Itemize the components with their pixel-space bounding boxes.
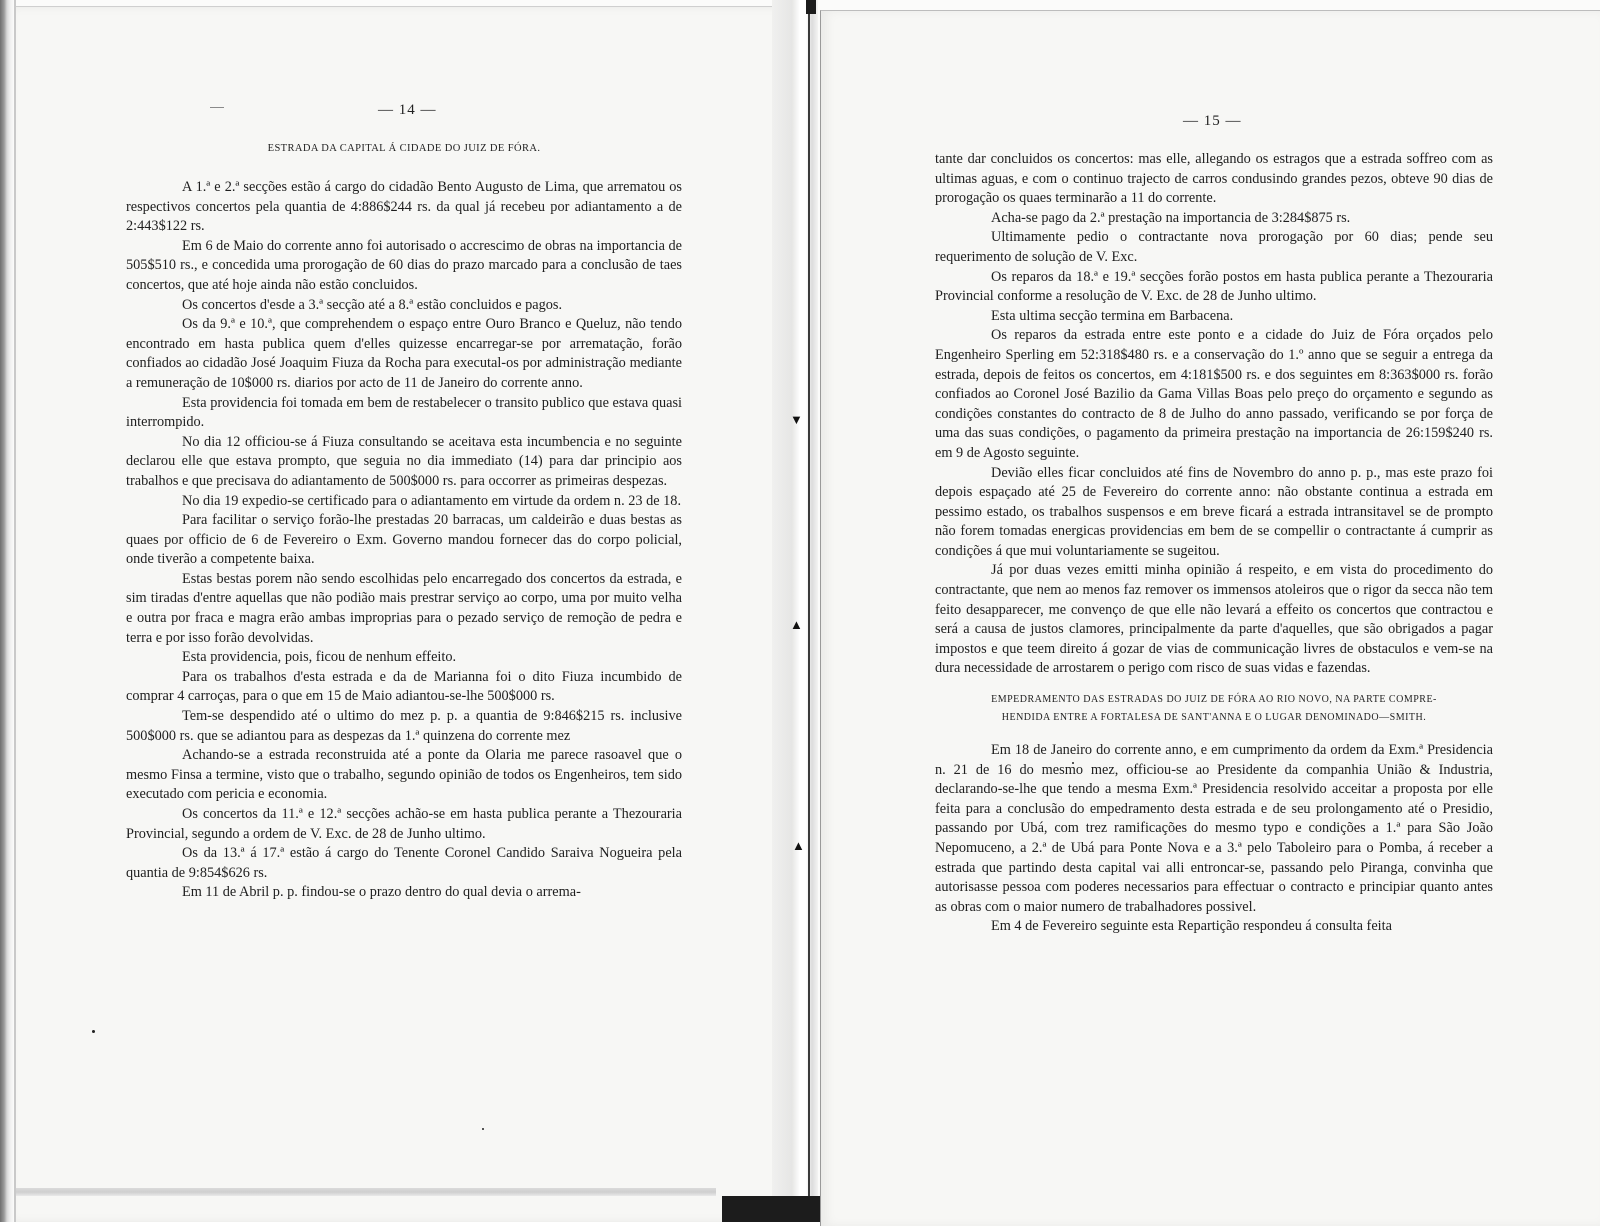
paragraph: Em 11 de Abril p. p. findou-se o prazo dentro do qual devia o arrema-	[182, 884, 581, 901]
page-bottom-edge	[16, 1188, 716, 1196]
paragraph: Tem-se despendido até o ultimo do mez p. p. a quantia de 9:846$215 rs. inclusive 500$000 rs. que se adiantou para as despezas da 1.ª quinzena do corrente mez	[126, 708, 682, 744]
paragraph: Já por duas vezes emitti minha opinião á respeito, e em vista do procedimento do contractante, que nem ao menos faz remover os immensos atoleiros que o rigor da secca não tem feito desapparecer, me convenço de que elle não levará a effeito os concertos que contractou e será a causa de justos clamores, principalmente da parte d'aquelles, que são obrigados a pagar impostos e que teem direito á gozar de vias de communicação livres de obstaculos e vem-se na dura necessidade de arrostarem o perigo com risco de suas vidas e fazendas.	[935, 562, 1493, 677]
paragraph: A 1.ª e 2.ª secções estão á cargo do cidadão Bento Augusto de Lima, que arrematou os respectivos concertos pela quantia de 4:886$244 rs. da qual já recebeu por adiantamento a de 2:443$122 rs.	[126, 179, 682, 235]
paragraph: Devião elles ficar concluidos até fins de Novembro do anno p. p., mas este prazo foi depois espaçado até 25 de Fevereiro do corrente anno: não obstante continua a estrada em pessimo estado, os trabalhos suspensos e em breve ficará a estrada intransitavel se de prompto não forem tomadas energicas providencias em bem de se compellir o contractante á cumprir as condições á que mui voluntariamente se sugeitou.	[935, 464, 1493, 559]
paragraph: Acha-se pago da 2.ª prestação na importancia de 3:284$875 rs.	[991, 209, 1351, 226]
paragraph: Achando-se a estrada reconstruida até a ponte da Olaria me parece rasoavel que o mesmo Finsa a termine, visto que o trabalho, segundo opinião de todos os Engenheiros, tem sido executado com pericia e economia.	[126, 747, 682, 803]
binding-mark: ▲	[792, 838, 805, 853]
paragraph: No dia 12 officiou-se á Fiuza consultando se aceitava esta incumbencia e no seguinte declarou elle que estava prompto, que seguia no dia immediato (14) para dar principio aos trabalhos e que precisava do adiantamento de 500$000 rs. para occorrer as primeiras despezas.	[126, 433, 682, 489]
paragraph-continued: tante dar concluidos os concertos: mas elle, allegando os estragos que a estrada soffreo com as ultimas aguas, e com o continuo trajecto de carros condusindo grandes pezos, obteve 90 dias de prorogação os quaes terminarão a 11 do corrente.	[935, 151, 1493, 207]
spine-shadow-bottom	[722, 1196, 820, 1222]
paragraph: Os concertos da 11.ª e 12.ª secções achão-se em hasta publica perante a Thezouraria Provincial, segundo a ordem de V. Exc. de 28 de Junho ultimo.	[126, 806, 682, 842]
page-number-left: — 14 —	[378, 102, 437, 118]
margin-mark	[210, 107, 224, 108]
paragraph: Estas bestas porem não sendo escolhidas pelo encarregado dos concertos da estrada, e sim tiradas d'entre aquellas que não podião mais prestrar serviço ao corpo, uma por muito velha e outra por fraca e magra erão ambas improprias para o pezado serviço de remoção de pedra e terra e por isso forão devolvidas.	[126, 570, 682, 646]
ink-speck	[92, 1030, 95, 1033]
spine-shadow-top	[806, 0, 816, 14]
binding-mark: ▼	[790, 412, 803, 427]
paragraph: Em 18 de Janeiro do corrente anno, e em cumprimento da ordem da Exm.ª Presidencia n. 21 de 16 do mesmo mez, officiou-se ao Presidente da companhia União & Industria, declarando-se-lhe que tendo a mesma Exm.ª Presidencia resolvido acceitar a proposta por elle feita para a conclusão do empedramento desta estrada e de seu prolongamento até o Presidio, passando por Ubá, com trez ramificações do mesmo typo e condições a 1.ª para São João Nepomuceno, a 2.ª de Ubá para Ponte Nova e a 3.ª pelo Taboleiro para o Pomba, á receber a estrada que partindo desta capital vai alli entroncar-se, passando pelo Piranga, convinha que autorisasse pessoa com poderes necessarios para effectuar o contracto e principiar quanto antes as obras com o maior numero de trabalhadores possivel.	[935, 742, 1493, 915]
paragraph: Os da 13.ª á 17.ª estão á cargo do Tenente Coronel Candido Saraiva Nogueira pela quantia de 9:854$626 rs.	[126, 845, 682, 881]
paragraph: Para os trabalhos d'esta estrada e da de Marianna foi o dito Fiuza incumbido de comprar 4 carroças, para o que em 15 de Maio adiantou-se-lhe 500$000 rs.	[126, 668, 682, 705]
paragraph: Os concertos d'esde a 3.ª secção até a 8.ª estão concluidos e pagos.	[182, 296, 563, 313]
paragraph: Em 4 de Fevereiro seguinte esta Repartição respondeu á consulta feita	[991, 918, 1392, 935]
right-page-body	[935, 150, 1493, 937]
left-page-body	[126, 178, 682, 903]
section-heading-right	[935, 691, 1493, 727]
section-heading-left: ESTRADA DA CAPITAL Á CIDADE DO JUIZ DE FÓRA.	[267, 143, 541, 154]
section-heading-line: EMPEDRAMENTO DAS ESTRADAS DO JUIZ DE FÓRA AO RIO NOVO, NA PARTE COMPRE-	[991, 694, 1437, 706]
paragraph: Ultimamente pedio o contractante nova prorogação por 60 dias; pende seu requerimento de solução de V. Exc.	[935, 229, 1493, 265]
binding-mark: ▲	[790, 617, 803, 632]
paragraph: Para facilitar o serviço forão-lhe prestadas 20 barracas, um caldeirão e duas bestas as quaes por officio de 6 de Fevereiro o Exm. Governo mandou fornecer das do corpo policial, onde tiverão a competente baixa.	[126, 512, 682, 568]
ink-speck	[482, 1128, 484, 1130]
paragraph: Esta providencia foi tomada em bem de restabelecer o transito publico que estava quasi interrompido.	[126, 394, 682, 431]
spine-gutter-line	[808, 14, 810, 1196]
paragraph: Os reparos da estrada entre este ponto e a cidade do Juiz de Fóra orçados pelo Engenheiro Sperling em 52:318$480 rs. e a conservação do 1.º anno que se seguir a entrega da estrada, depois de feitos os concertos, em 4:181$500 rs. e dos seguintes em 8:363$000 rs. forão confiados ao Coronel José Bazilio da Gama Villas Boas pelo preço do orçamento e segundo as condições constantes do contracto de 8 de Julho do anno passado, verificando se por força de uma das suas condições, o pagamento da primeira prestação na importancia de 26:159$240 rs. em 9 de Agosto seguinte.	[935, 327, 1493, 461]
paragraph: Esta providencia, pois, ficou de nenhum effeito.	[182, 649, 457, 666]
paragraph: Em 6 de Maio do corrente anno foi autorisado o accrescimo de obras na importancia de 505$510 rs., e concedida uma prorogação de 60 dias do prazo marcado para a conclusão de taes concertos, que até hoje ainda não estão concluidos.	[126, 237, 682, 293]
section-heading-line: HENDIDA ENTRE A FORTALESA DE SANT'ANNA E O LUGAR DENOMINADO—SMITH.	[1001, 712, 1427, 724]
paragraph: Esta ultima secção termina em Barbacena.	[991, 307, 1234, 324]
book-spine	[772, 0, 818, 1222]
scan-binding-edge	[0, 0, 14, 1222]
paragraph: Os da 9.ª e 10.ª, que comprehendem o espaço entre Ouro Branco e Queluz, não tendo encontrado em hasta publica quem d'elles quizesse encarregar-se por arrematação, forão confiados ao cidadão José Joaquim Fiuza da Rocha para executal-os por administração mediante a remuneração de 10$000 rs. diarios por acto de 11 de Janeiro do corrente anno.	[126, 316, 682, 391]
paragraph: No dia 19 expedio-se certificado para o adiantamento em virtude da ordem n. 23 de 18.	[182, 492, 682, 509]
paragraph: Os reparos da 18.ª e 19.ª secções forão postos em hasta publica perante a Thezouraria Provincial conforme a resolução de V. Exc. de 28 de Junho ultimo.	[935, 268, 1493, 305]
page-number-right: — 15 —	[1183, 113, 1242, 129]
